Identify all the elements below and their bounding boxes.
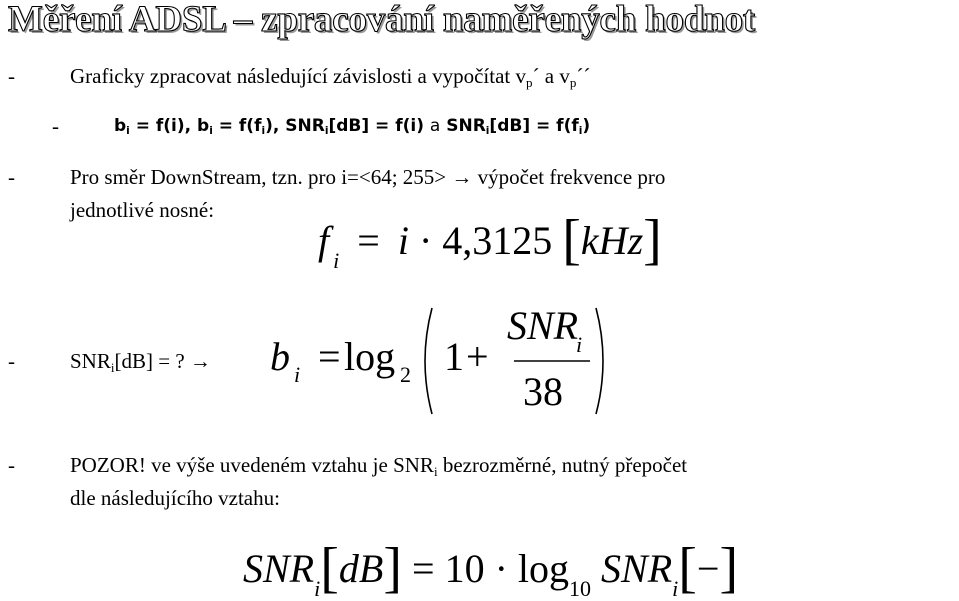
bullet-3: -: [8, 165, 15, 189]
formula2-plus: +: [466, 334, 489, 379]
bullet-text-3: [70, 165, 665, 190]
formula1-sub-i: i: [333, 248, 340, 273]
line1-text: Graficky zpracovat následující závislosti a vypočítat v: [70, 64, 527, 88]
formula3-lb2: [: [678, 537, 697, 599]
line1-prime1: ´: [532, 64, 540, 88]
bullet-text-5: [70, 453, 687, 478]
formula2-log: log: [344, 334, 396, 379]
formula2-base: 2: [400, 362, 411, 387]
formula2-eq: =: [318, 334, 341, 379]
line1-sub-p: p: [526, 74, 533, 90]
line2-snr: SNR: [285, 116, 325, 136]
bullet-2: -: [52, 114, 59, 138]
line5-text: POZOR! ve výše uvedeném vztahu je SNR: [70, 453, 434, 477]
bullet-text-1: [70, 64, 590, 89]
line4-snr: SNR: [70, 349, 111, 373]
formula1-dot: ·: [418, 218, 433, 263]
line1-prime2: ´´: [576, 64, 591, 88]
formula2-snr-sub: i: [576, 332, 583, 357]
line2-eq-ffi: = f(f: [218, 116, 262, 136]
formula3-ten: 10: [444, 546, 485, 591]
line2-db-ffi: [dB] = f(f: [489, 116, 579, 136]
formula2-den: 38: [523, 369, 563, 414]
bullet-text-2: [114, 116, 590, 136]
formula2-snr: SNR: [507, 303, 579, 348]
formula1-i: i: [397, 218, 409, 263]
line2-eq-fi: = f(i),: [135, 116, 198, 136]
formula3-snr: SNR: [243, 546, 315, 591]
line2-sub-i2: i: [209, 125, 213, 138]
line2-sub-i: i: [126, 125, 130, 138]
formula-snr-conversion: [243, 532, 739, 601]
formula1-rb: ]: [643, 209, 662, 271]
line2-db-fi: [dB] = f(i): [328, 116, 430, 136]
bullet-4: -: [8, 349, 15, 373]
line1-sub-p2: p: [569, 74, 577, 90]
line2-a: a: [429, 116, 441, 136]
formula3-sub-i: i: [314, 576, 321, 601]
formula3-eq: =: [412, 546, 435, 591]
formula2-one: 1: [444, 334, 464, 379]
formula3-db: dB: [338, 546, 384, 591]
formula2-b: b: [270, 334, 290, 379]
formula2-sub-i: i: [294, 362, 301, 387]
line2-sub-i5: i: [485, 125, 490, 138]
formula3-rb: ]: [383, 537, 402, 599]
line3-text: Pro směr DownStream, tzn. pro i=<64; 255>: [70, 165, 447, 189]
formula3-sub-i2: i: [672, 576, 679, 601]
line1-a: a v: [544, 64, 570, 88]
formula1-unit: kHz: [580, 218, 644, 263]
line2-close: ),: [265, 116, 286, 136]
line4-tail: [dB] = ?: [114, 349, 185, 373]
formula1-lb: [: [562, 209, 581, 271]
formula3-lb: [: [320, 537, 339, 599]
line2-snr2: SNR: [446, 116, 486, 136]
line2-end: ): [582, 116, 591, 136]
formula1-f: f: [318, 218, 330, 263]
line3-tail: výpočet frekvence pro: [477, 165, 666, 189]
formula3-rb2: ]: [719, 537, 739, 599]
formula3-dash: −: [696, 546, 720, 591]
bullet-text-4: [70, 349, 211, 374]
arrow-icon: →: [189, 349, 211, 373]
formula3-log: log: [517, 546, 570, 591]
line4-sub-i: i: [110, 359, 115, 375]
line3-continuation: jednotlivé nosné:: [70, 198, 215, 222]
formula3-dot: ·: [494, 546, 508, 591]
line2-sub-i6: i: [578, 125, 583, 138]
page-title: Měření ADSL – zpracování naměřených hodnot: [8, 0, 756, 40]
line2-b2: b: [197, 116, 210, 136]
bullet-5: -: [8, 453, 15, 477]
line2-b: b: [114, 116, 127, 136]
line2-sub-i3: i: [261, 125, 266, 138]
formula1-eq: =: [357, 218, 380, 263]
line5-sub-i: i: [433, 463, 438, 479]
formula1-num: 4,3125: [442, 218, 553, 263]
bullet-1: -: [8, 64, 15, 88]
line5-continuation: dle následujícího vztahu:: [70, 486, 280, 510]
formula-frequency: [318, 204, 662, 273]
formula3-base: 10: [569, 576, 592, 601]
arrow-icon: →: [451, 165, 473, 189]
formula3-snr2: SNR: [601, 546, 673, 591]
line5-tail: bezrozměrné, nutný přepočet: [442, 453, 688, 477]
line2-sub-i4: i: [324, 125, 329, 138]
